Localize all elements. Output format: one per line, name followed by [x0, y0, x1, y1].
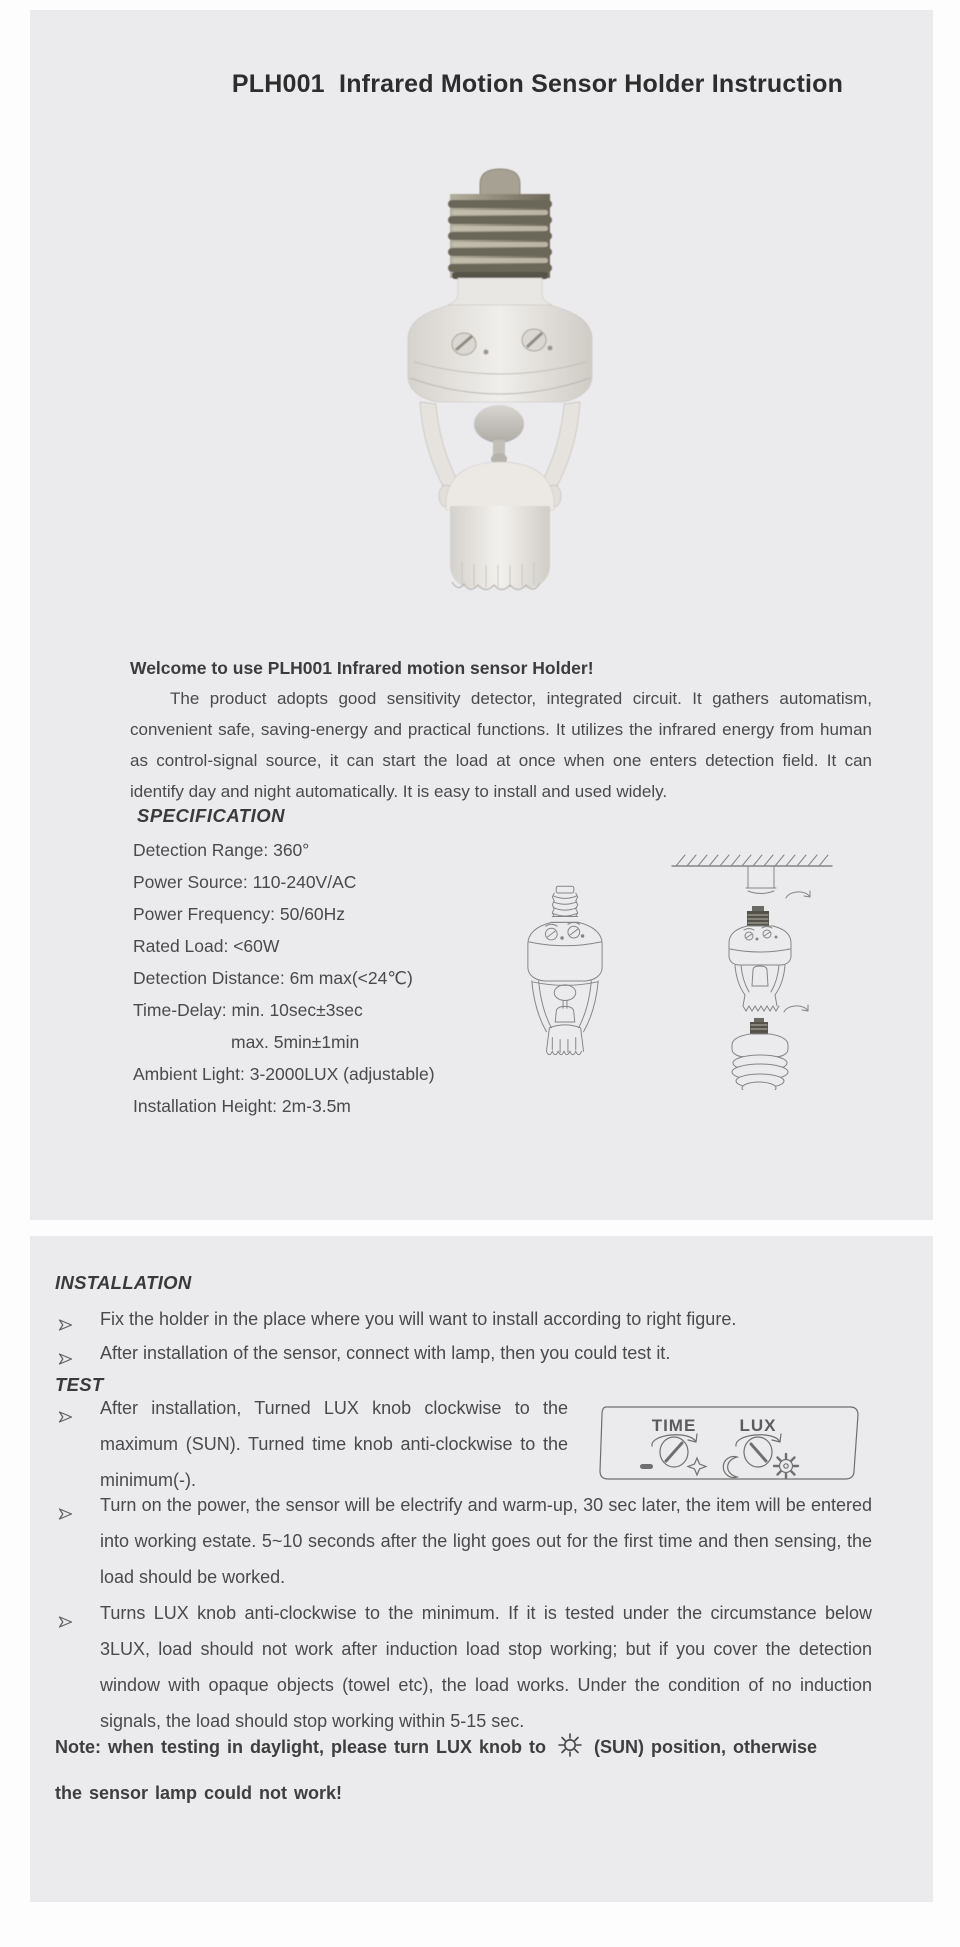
specification-list	[133, 834, 435, 1122]
mini-holder-drawing	[729, 906, 791, 1011]
sensor-drum-body	[408, 305, 592, 402]
holder-line-drawing	[523, 881, 607, 1077]
page-title: PLH001 Infrared Motion Sensor Holder Instruction	[231, 70, 844, 98]
sun-icon	[556, 1732, 584, 1758]
specification-heading: SPECIFICATION	[137, 805, 285, 826]
sun-gear-icon	[774, 1454, 798, 1478]
note-line-1	[55, 1724, 887, 1770]
test-step-text: Turn on the power, the sensor will be electrify and warm-up, 30 sec later, the item will be entered into working estate. 5~10 seconds after the light goes out for the first time and then sensing, the load should be worked.	[100, 1495, 872, 1587]
welcome-heading: Welcome to use PLH001 Infrared motion sensor Holder!	[130, 658, 594, 678]
plus-icon	[688, 1458, 706, 1475]
test-heading: TEST	[55, 1374, 104, 1395]
test-step-text: Turns LUX knob anti-clockwise to the minimum. If it is tested under the circumstance below 3LUX, load should not work after induction load stop working; but if you cover the detection window with opaque objects (towel etc), the load works. Under the condition of no induction signals, the load should stop working within 5-15 sec.	[100, 1603, 872, 1731]
installation-sequence-drawing	[668, 846, 836, 1090]
pir-sensor-dome	[474, 405, 524, 443]
rotate-arrow-icon	[784, 1005, 808, 1012]
arrow-bullet-icon	[58, 1312, 73, 1338]
spiral-bulb-drawing	[732, 1018, 788, 1090]
spec-item: Time-Delay: min. 10sec±3sec	[133, 1000, 363, 1020]
installation-heading: INSTALLATION	[55, 1272, 192, 1293]
arrow-bullet-icon	[58, 1496, 73, 1532]
arrow-bullet-icon	[58, 1346, 73, 1372]
note-text-suffix: (SUN) position, otherwise	[594, 1737, 818, 1757]
instruction-page-2	[30, 1236, 933, 1902]
installation-step	[100, 1340, 890, 1366]
daylight-note	[55, 1724, 887, 1816]
ceiling-socket	[748, 866, 774, 888]
time-knob-label: TIME	[651, 1416, 697, 1435]
lamp-skirt	[450, 506, 550, 588]
spec-item: Detection Range: 360°	[133, 840, 310, 860]
spec-item: Rated Load: <60W	[133, 936, 280, 956]
knob-panel-drawing	[590, 1402, 868, 1486]
installation-step	[100, 1306, 890, 1332]
screw-cap-tip	[480, 169, 520, 196]
spec-item: Power Frequency: 50/60Hz	[133, 904, 346, 924]
spec-item: Ambient Light: 3-2000LUX (adjustable)	[133, 1064, 435, 1084]
holder-arm-right	[542, 402, 580, 488]
lux-rotate-arrow-icon	[736, 1434, 781, 1446]
spec-item: Installation Height: 2m-3.5m	[133, 1096, 351, 1116]
installation-step-text: After installation of the sensor, connect with lamp, then you could test it.	[100, 1343, 671, 1363]
spec-item: Detection Distance: 6m max(<24℃)	[133, 968, 413, 988]
spec-item: Power Source: 110-240V/AC	[133, 872, 357, 892]
panel-outline	[600, 1407, 858, 1479]
moon-icon	[723, 1457, 737, 1478]
holder-arm-left	[420, 402, 458, 488]
spec-item: max. 5min±1min	[231, 1032, 360, 1052]
test-step	[100, 1390, 568, 1498]
lux-knob-label: LUX	[739, 1416, 777, 1435]
arrow-bullet-icon	[58, 1604, 73, 1640]
rotate-arrow-icon	[786, 891, 810, 898]
intro-paragraph: The product adopts good sensitivity detector, integrated circuit. It gathers automatism, convenient safe, saving-energy and practical functions. It utilizes the infrared energy from human as control-signal source, it can start the load at once when one enters detection field. It can identify day and night automatically. It is easy to install and used widely.	[130, 689, 872, 801]
test-step	[100, 1487, 872, 1595]
note-text-prefix: Note: when testing in daylight, please turn LUX knob to	[55, 1737, 547, 1757]
arrow-bullet-icon	[58, 1399, 73, 1435]
minus-icon	[640, 1464, 653, 1469]
instruction-page-1	[30, 10, 933, 1220]
test-step-text: After installation, Turned LUX knob clockwise to the maximum (SUN). Turned time knob anti-clockwise to the minimum(-).	[100, 1398, 568, 1490]
note-line-2: the sensor lamp could not work!	[55, 1783, 343, 1803]
product-photo	[400, 166, 600, 592]
test-step	[100, 1595, 872, 1739]
installation-step-text: Fix the holder in the place where you will want to install according to right figure.	[100, 1309, 737, 1329]
time-rotate-arrow-icon	[652, 1434, 697, 1446]
